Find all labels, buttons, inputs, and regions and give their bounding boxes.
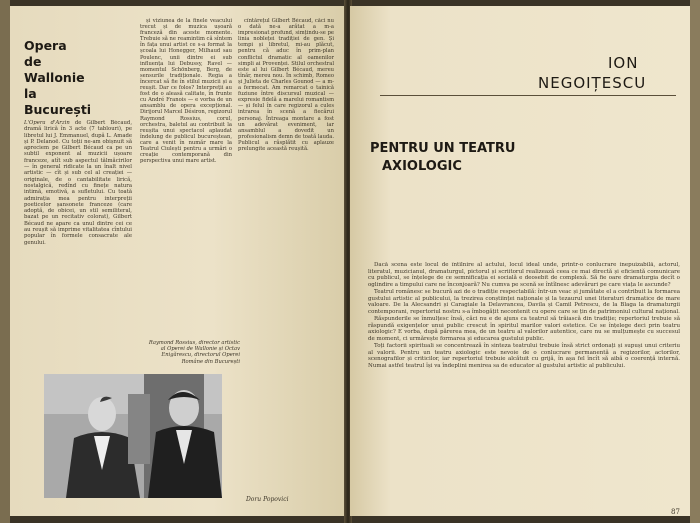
article-signature: Doru Popovici	[246, 496, 289, 503]
body-paragraph: Răspunderile se înmulțesc însă, căci nu e de ajuns ca teatrul să trăiască din tradiție; repertoriul trebuie să răspundă exigențelor unui public crescut în spiritul marilor valori estetice. Ce se înțelege deci prin teatru axiologic? E vorba, după părerea mea, de un teatru al valorilor autentice, care nu se mulțumește cu succesul de moment, ci urmărește formarea și educarea gustului public.	[368, 316, 680, 342]
lede-italic: L'Opera d'Arzin	[24, 120, 70, 126]
photo-two-men	[44, 374, 222, 498]
title-line: Opera	[24, 38, 67, 53]
right-body	[368, 262, 680, 502]
article-headline	[370, 140, 515, 176]
column-text: cîntărețul Gilbert Bécaud, căci nu o dată ne-a arătat a m-a impresionat profund, simțindu-se pe linia nobleței tradiției de gen. Și tempi și libretul, mi-au plăcut, pentru că aduc în prim-plan conflictul dramatic al oamenilor simpli ai Provenței. Stilul orchestral este al lui Gilbert Bécaud, mereu tînăr, mereu nou. În schimb, Romeo și Julieta de Charles Gounod — a m-a fermecat. Am remarcat o tainică fuziune între discursul muzical — expresie fidelă a marelui romantism — și felul în care regizorul a cules intrarea în scenă a fiecărui personaj. Întreaga montare a fost un adevărat eveniment, iar ansamblul a dovedit un profesionalism demn de toată lauda. Publicul a răsplătit cu aplauze prelungite această reușită.	[238, 18, 334, 152]
headline-line: PENTRU UN TEATRU	[370, 141, 516, 156]
photo-image	[44, 374, 222, 498]
title-line: de	[24, 54, 42, 69]
left-column-2	[140, 18, 232, 338]
body-paragraph: Toți factorii spirituali se concentrează în sinteza teatrului trebuie însă strict ordonați și supuși unui criteriu al valorii. Pentru un teatru axiologic este nevoie de o conlucrare permanentă a regizorilor, actorilor, scenografilor și criticilor, iar repertoriul trebuie alcătuit cu grijă, în așa fel încît să aibă o coerență internă. Numai astfel teatrul își va îndeplini menirea sa de educator al gustului artistic al publicului.	[368, 343, 680, 369]
book-edge-left	[0, 0, 10, 523]
lede-text: de Gilbert Bécaud, dramă lirică în 3 acte (7 tablouri), pe libretul lui J. Emmanuel, după L. Amade și P. Delanoë. Cu toții ne-am obișnuit să apreciem pe Gilbert Bécaud ca pe un subtil exponent al muzicii ușoare franceze, atît sub aspectul tălmăcirilor — în general ridicate la un înalt nivel artistic — cît și sub cel al creației — originale, de o cantabilitate lirică, nostalgică, redînd cu finețe natura intimă, emotivă, a sufletului. Cu toată admirația mea pentru interpreții poeticelor șansonete franceze (care adoptă, de obicei, un stil semiliteral, bazat pe un recitativ colorat), Gilbert Bécaud ne apare ca unul dintre cei ce au reușit să imprime vitalitatea cîntului popular în formele consacrate ale genului.	[24, 120, 132, 246]
left-column-3	[238, 18, 334, 494]
divider	[380, 95, 676, 96]
author-last-name: NEGOIȚESCU	[538, 74, 647, 92]
book-edge-right	[690, 0, 700, 523]
author-first-name: ION	[608, 54, 639, 72]
article-title	[24, 38, 104, 118]
title-line: București	[24, 102, 92, 117]
body-paragraph: Dacă scena este locul de întîlnire al actului, locul ideal unde, printr-o conlucrare inepuizabilă, actorul, literatul, muzicianul, dramaturgul, pictorul și scriitorul realizează ceea ce mai directă și eficientă comunicare cu publicul, se înțelege de ce semnificația ei socială e deosebit de complexă. Să fie oare dramaturgia decît o oglindire a timpului care ne înconjoară? Nu cumva pe scenă se întîlnesc adevăruri pe care viața le ascunde?	[368, 262, 680, 288]
headline-line: AXIOLOGIC	[382, 159, 462, 174]
page-number: 87	[671, 508, 680, 516]
left-column-1	[24, 120, 132, 370]
title-line: Wallonie	[24, 70, 85, 85]
title-line: la	[24, 86, 37, 101]
photo-caption: Raymond Rossius, director artistic al Operei de Wallonie și Octav Enigărescu, directorul Operei Române din București	[148, 340, 240, 365]
column-text: și viziunea de la finele veacului trecut și de muzica ușoară franceză din aceste momente. Trebuie să ne reamintim că sîntem în fața unui artist ce s-a format la școala lui Honegger, Milhaud sau Poulenc, unii dintre ei sub influența lui Debussy, Ravel — momentul Schönberg, Berg, de sensurile tradiționale. Regia a încercat să fie în stilul muzicii și a reușit. Dar ce folos? Interpreții au fost de o aleasă calitate, în frunte cu André Franois — e vorba de un ansamblu de opera excepțional. Dirijorul Marcel Désiron, regizorul Raymond Rossius, corul, orchestra, baletul au contribuit la reușita unui spectacol aplaudat îndelung de publicul bucureștean, care a venit în număr mare la Teatrul Ciulești pentru a urmări o creație contemporană din perspectiva unui mare artist.	[140, 18, 232, 165]
body-paragraph: Teatrul românesc se bucură azi de o tradiție respectabilă: într-un veac și jumătate el a contribuit la formarea gustului artistic al publicului, la trezirea conștiinței naționale și la tezaurul unei literaturi dramatice de mare valoare. De la Alecsandri și Caragiale la Delavrancea, Davila și Camil Petrescu, de la Blaga la dramaturgii contemporani, repertoriul nostru s-a îmbogățit necontenit cu opere care se țin de patrimoniul cultural național.	[368, 289, 680, 315]
